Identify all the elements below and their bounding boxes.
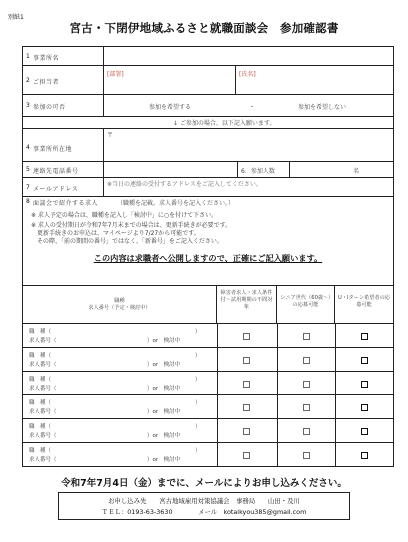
label-contact: ご担当者: [33, 79, 60, 86]
job-row: [23, 418, 393, 442]
job-type-close: ）: [195, 329, 201, 335]
job-number-label[interactable]: 求人番号（: [29, 385, 57, 392]
form-id: 別紙1: [8, 14, 24, 21]
row-company: 1 事業所名: [23, 47, 393, 66]
job-type-close: ）: [195, 424, 201, 431]
header-disability: 障害者求人・求人条件付〜試用期間の不問対象: [217, 286, 277, 323]
note-1: ※ 求人予定の場合は、職種を記入し「検討中」に○を付けて下さい。: [31, 212, 218, 219]
attendance-note: ↓ ご参加の場合、以下記入願います。: [173, 120, 276, 127]
row-email: 7 メールアドレス ※当日の連絡の受付するアドレスをご記入してください。: [23, 177, 393, 197]
ui-turn-checkbox[interactable]: [361, 428, 368, 435]
label-company: 事業所名: [33, 55, 60, 62]
label-email: メールアドレス: [33, 186, 79, 193]
deadline: 令和7年7月4日（金）までに、メールによりお申し込みください。: [61, 478, 347, 489]
contact-line-1: お申し込み先 宮古地域雇用対策協議会 事務局 山田・及川: [108, 497, 300, 505]
notes-block: [22, 206, 394, 285]
option-decline[interactable]: 参加を希望しない: [298, 104, 347, 111]
job-type-label[interactable]: 職 種（: [29, 376, 52, 383]
job-type-label[interactable]: 職 種（: [29, 329, 52, 335]
job-row: [23, 347, 393, 371]
label-address: 事業所所在地: [33, 146, 73, 153]
contact-box: [58, 492, 350, 520]
postal-mark: 〒: [107, 132, 114, 139]
disability-checkbox[interactable]: [243, 404, 250, 411]
senior-checkbox[interactable]: [303, 357, 310, 364]
row-phone: 5 連絡先電話番号 6．参加人数 名: [23, 161, 393, 178]
senior-checkbox[interactable]: [303, 333, 310, 340]
label-phone: 連絡先電話番号: [33, 168, 79, 175]
job-or-pending[interactable]: ）or 検討中: [147, 409, 181, 416]
contact-line-2: ＴＥＬ：0193-63-3630 メール kotaikyou385@gmail.com: [101, 508, 307, 516]
job-type-label[interactable]: 職 種（: [29, 448, 52, 454]
job-row: [23, 323, 393, 347]
option-attend[interactable]: 参加を希望する: [149, 104, 192, 111]
row-address: 4 事業所所在地 〒: [23, 128, 393, 162]
job-number-label[interactable]: 求人番号（: [29, 409, 57, 416]
row-attendance: 3 参加の可否 参加を希望する ・ 参加を希望しない: [23, 94, 393, 117]
job-type-close: ）: [195, 352, 201, 359]
job-or-pending[interactable]: ）or 検討中: [147, 338, 181, 344]
ui-turn-checkbox[interactable]: [361, 452, 368, 459]
job-number-label[interactable]: 求人番号（: [29, 361, 57, 368]
job-type-close: ）: [195, 448, 201, 454]
jobs-grid: [22, 285, 394, 467]
job-number-label[interactable]: 求人番号（: [29, 338, 57, 344]
row-contact: 2 ご担当者 [部署] [氏名]: [23, 65, 393, 95]
job-type-label[interactable]: 職 種（: [29, 424, 52, 431]
job-number-label[interactable]: 求人番号（: [29, 433, 57, 440]
email-hint: ※当日の連絡の受付するアドレスをご記入してください。: [107, 181, 262, 188]
name-field[interactable]: [氏名]: [239, 71, 256, 78]
job-or-pending[interactable]: ）or 検討中: [147, 433, 181, 440]
row-jobs: 8 面談会で紹介する求人 （職種を記載。求人番号を記入ください。）: [26, 198, 235, 207]
note-2: ※ 求人の受付期日が令和7年7月末までの場合は、更新手続きが必要です。: [31, 222, 232, 229]
job-type-close: ）: [195, 400, 201, 407]
disability-checkbox[interactable]: [243, 333, 250, 340]
job-type-label[interactable]: 職 種（: [29, 400, 52, 407]
label-jobs: 面談会で紹介する求人: [33, 200, 99, 207]
job-or-pending[interactable]: ）or 検討中: [147, 361, 181, 368]
label-attendance: 参加の可否: [33, 104, 66, 111]
senior-checkbox[interactable]: [303, 428, 310, 435]
header-ui-turn: U・Iターン希望者の応募可能: [338, 295, 390, 308]
ui-turn-checkbox[interactable]: [361, 381, 368, 388]
job-row: [23, 371, 393, 395]
header-job: 職種 求人番号（予定・検討中）: [23, 286, 217, 323]
disability-checkbox[interactable]: [243, 428, 250, 435]
note-3: 更新手続きのお申込は、マイページより7/27から可能です。: [31, 230, 200, 237]
job-type-close: ）: [195, 376, 201, 383]
ui-turn-checkbox[interactable]: [361, 333, 368, 340]
senior-checkbox[interactable]: [303, 452, 310, 459]
job-or-pending[interactable]: ）or 検討中: [147, 385, 181, 392]
header-senior: シニア世代（60歳〜）の応募可能: [277, 286, 335, 323]
senior-checkbox[interactable]: [303, 381, 310, 388]
disability-checkbox[interactable]: [243, 357, 250, 364]
note-4: その際、「前の期間の番号」ではなく、「新番号」をご記入ください。: [31, 238, 223, 245]
page-title: 宮古・下閉伊地域ふるさと就職面談会 参加確認書: [69, 21, 339, 35]
jobs-hint: （職種を記載。求人番号を記入ください。）: [117, 200, 235, 207]
label-headcount: 6．参加人数: [241, 168, 275, 175]
option-separator: ・: [249, 104, 256, 111]
ui-turn-checkbox[interactable]: [361, 357, 368, 364]
job-number-label[interactable]: 求人番号（: [29, 457, 57, 463]
ui-turn-checkbox[interactable]: [361, 404, 368, 411]
headcount-unit: 名: [353, 168, 360, 175]
disability-checkbox[interactable]: [243, 381, 250, 388]
job-type-label[interactable]: 職 種（: [29, 352, 52, 359]
info-table: [22, 46, 394, 207]
job-row: [23, 394, 393, 418]
senior-checkbox[interactable]: [303, 404, 310, 411]
job-row: [23, 442, 393, 466]
job-or-pending[interactable]: ）or 検討中: [147, 457, 181, 463]
disability-checkbox[interactable]: [243, 452, 250, 459]
dept-field[interactable]: [部署]: [107, 71, 124, 78]
public-notice: この内容は求職者へ公開しますので、正確にご記入願います。: [93, 253, 323, 263]
